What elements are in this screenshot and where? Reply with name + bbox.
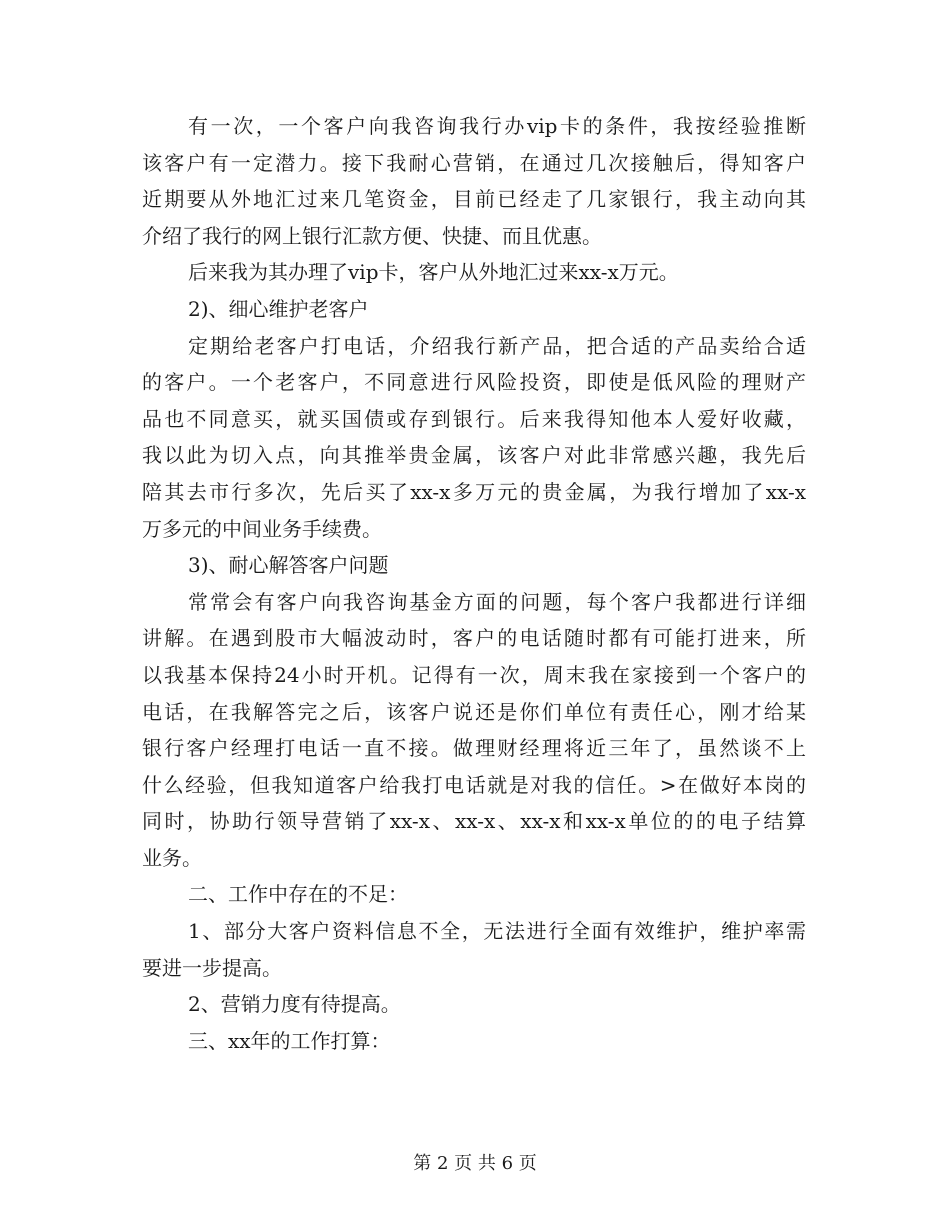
page-footer: 第 2 页 共 6 页	[413, 1153, 537, 1174]
text-line: 同时，协助行领导营销了xx-x、xx-x、xx-x和xx-x单位的的电子结算	[142, 809, 806, 834]
text-line: 我以此为切入点，向其推举贵金属，该客户对此非常感兴趣，我先后	[142, 443, 806, 468]
text-line: 银行客户经理打电话一直不接。做理财经理将近三年了，虽然谈不上	[142, 736, 806, 761]
text-line: 2)、细心维护老客户	[188, 296, 369, 321]
document-body	[142, 108, 806, 1059]
text-line: 后来我为其办理了vip卡，客户从外地汇过来xx-x万元。	[188, 260, 679, 285]
text-line: 三、xx年的工作打算：	[188, 1028, 391, 1053]
text-line: 电话，在我解答完之后，该客户说还是你们单位有责任心，刚才给某	[142, 699, 806, 724]
text-line: 近期要从外地汇过来几笔资金，目前已经走了几家银行，我主动向其	[142, 187, 806, 212]
text-line: 1、部分大客户资料信息不全，无法进行全面有效维护，维护率需	[188, 919, 806, 944]
text-line: 以我基本保持24小时开机。记得有一次，周末我在家接到一个客户的	[142, 662, 806, 687]
text-line: 要进一步提高。	[142, 955, 282, 980]
text-line: 定期给老客户打电话，介绍我行新产品，把合适的产品卖给合适	[188, 333, 806, 358]
text-line: 万多元的中间业务手续费。	[142, 516, 382, 541]
text-line: 3)、耐心解答客户问题	[188, 553, 389, 578]
text-line: 介绍了我行的网上银行汇款方便、快捷、而且优惠。	[142, 223, 602, 248]
text-line: 常常会有客户向我咨询基金方面的问题，每个客户我都进行详细	[188, 589, 806, 614]
text-line: 有一次，一个客户向我咨询我行办vip卡的条件，我按经验推断	[188, 114, 806, 138]
text-line: 讲解。在遇到股市大幅波动时，客户的电话随时都有可能打进来，所	[142, 626, 806, 651]
text-line: 陪其去市行多次，先后买了xx-x多万元的贵金属，为我行增加了xx-x	[142, 479, 806, 504]
text-line: 2、营销力度有待提高。	[188, 992, 401, 1017]
text-line: 二、工作中存在的不足：	[188, 882, 408, 907]
text-line: 业务。	[142, 845, 202, 870]
text-line: 什么经验，但我知道客户给我打电话就是对我的信任。>在做好本岗的	[142, 772, 806, 797]
text-line: 该客户有一定潜力。接下我耐心营销，在通过几次接触后，得知客户	[142, 150, 806, 175]
text-line: 的客户。一个老客户，不同意进行风险投资，即使是低风险的理财产	[142, 370, 806, 395]
text-line: 品也不同意买，就买国债或存到银行。后来我得知他本人爱好收藏，	[142, 406, 806, 431]
